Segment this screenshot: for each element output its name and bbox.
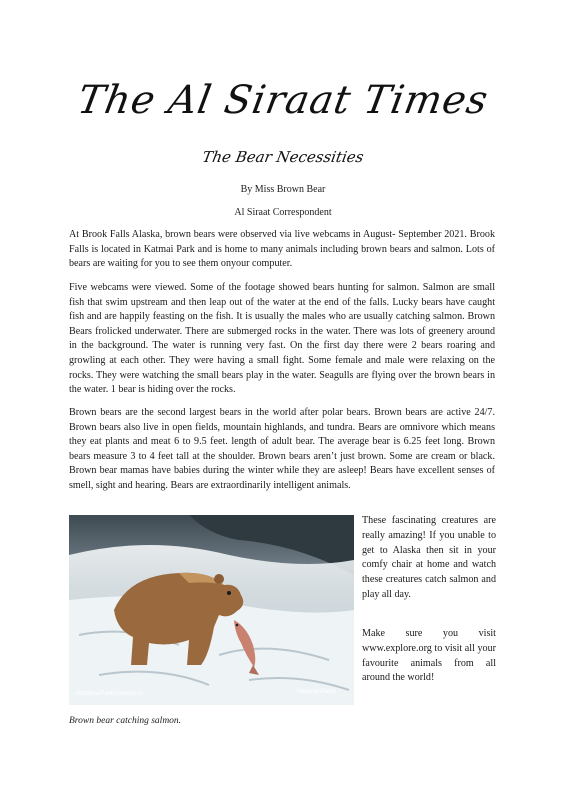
article-paragraph: Brown bears are the second largest bears in the world after polar bears. Brown bears are active 24/7. Brown bears also live in open fields, mountain highlands, and tundra. Bears are omnivore which means they eat plants and meat 6 to 9.5 feet. length of adult bear. The average bear is 6.25 feet long. Brown bears measure 3 to 4 feet tall at the shoulder. Brown bears aren’t just brown. Some are cream or black. Brown bear mamas have babies during the winter while they are asleep! Bears have excellent senses of smell, sight and hearing. Bears are extraordinarily intelligent animals. [69,407,495,491]
photo-watermark-left: #NationalParksAdventure [75,691,144,697]
photo-caption: Brown bear catching salmon. [69,716,182,726]
article-paragraph: At Brook Falls Alaska, brown bears were observed via live webcams in August- September 2021. Brook Falls is located in Katmai Park and is home to many animals including brown bears and salmon. Lots of bears are waiting for you to see them onyour computer. [69,229,495,270]
article-paragraph: Five webcams were viewed. Some of the footage showed bears hunting for salmon. Salmon are small fish that swim upstream and then leap out of the water at the end of the falls. Lucky bears have caught fish and are happily feasting on the fish. It is usually the males who are usually catching salmon. Brown Bears frolicked underwater. There are submerged rocks in the water. There was lots of greenery around in the background. The water is running very fast. On the first day there were 2 bears roaring and growling at each other. They were having a small fight. Some female and male were relaxing on the rocks. They were watching the small bears play in the water. Seagulls are flying over the brown bears in the water. 1 bear is hiding over the rocks. [69,282,495,396]
photo-watermark-right: National Parks [297,689,337,695]
byline-role: Al Siraat Correspondent [234,207,332,218]
masthead-title: The Al Siraat Times [74,78,492,123]
article-headline: The Bear Necessities [200,148,366,166]
sidebar-paragraph: These fascinating creatures are really amazing! If you unable to get to Alaska then sit in your comfy chair at home and watch these creatures catch salmon and play all day. [362,515,496,600]
bear-photo [69,515,354,705]
sidebar-paragraph: Make sure you visit www.explore.org to visit all your favourite animals from all around the world! [362,628,496,684]
byline: By Miss Brown Bear [240,184,326,195]
